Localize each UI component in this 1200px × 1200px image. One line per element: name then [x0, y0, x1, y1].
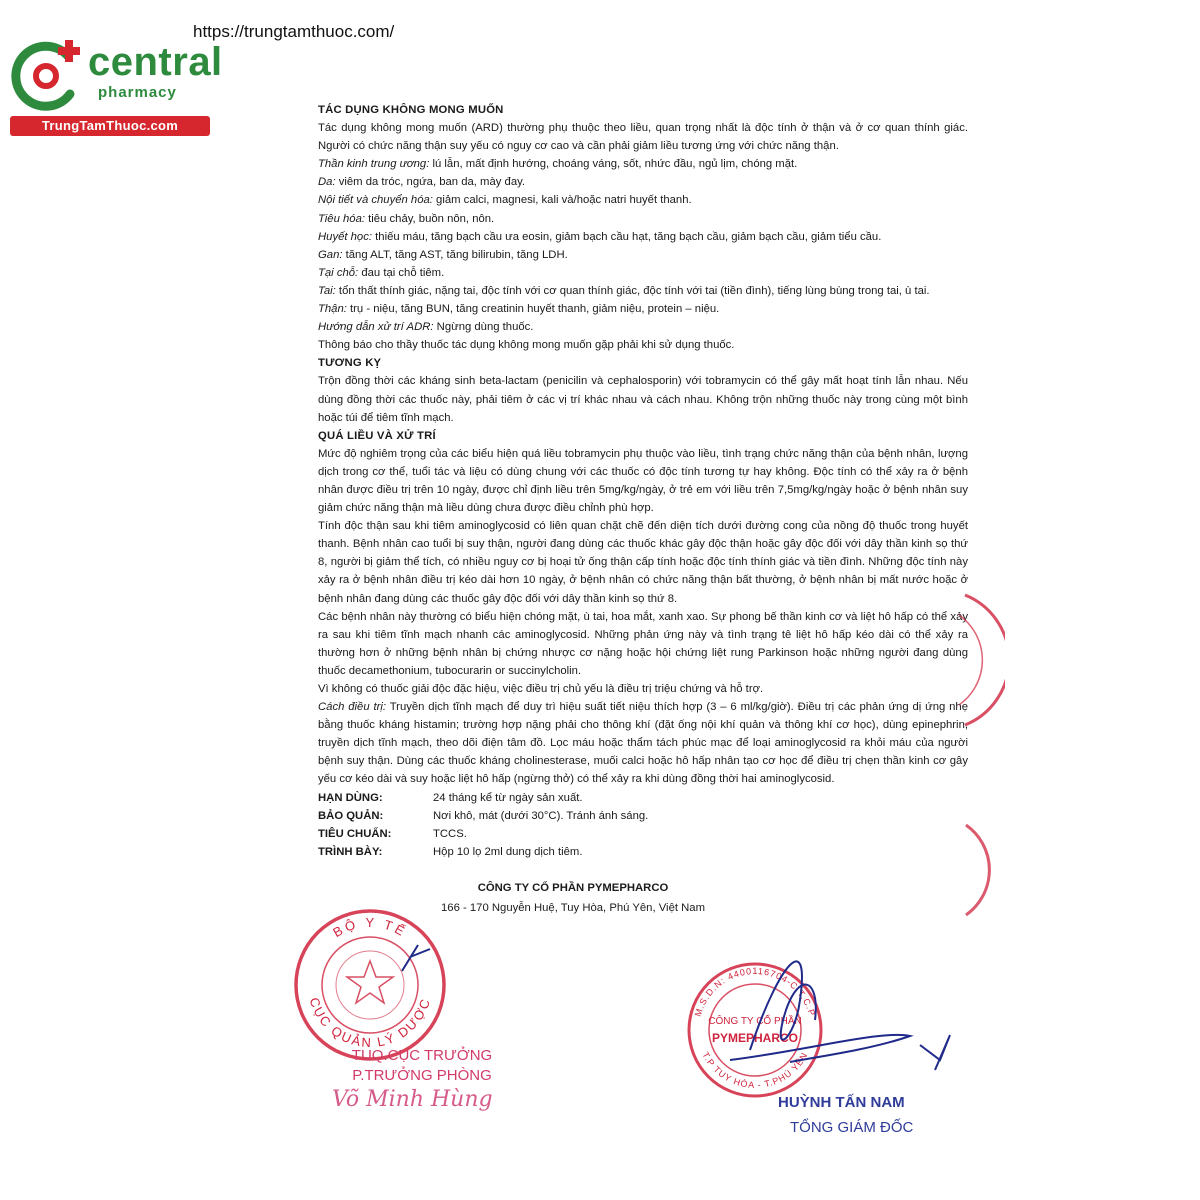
overdose-paragraph: Các bệnh nhân này thường có biểu hiện chóng mặt, ù tai, hoa mắt, xanh xao. Sự phong bế thần kinh cơ và liệt hô hấp có thể xảy ra sau khi tiêm tĩnh mạch nhanh các aminoglycosid. Những phản ứng này và tình trạng tê liệt hô hấp kéo dài có thể xảy ra thường hơn ở những bệnh nhân bị chứng nhược cơ nặng hoặc hội chứng liệt rung Parkinson hoặc những người đang dùng thuốc decamethonium, tubocurarin or succinylcholin. — [318, 610, 968, 677]
ade-text: trụ - niệu, tăng BUN, tăng creatinin huyết thanh, giảm niệu, protein – niệu. — [346, 303, 720, 316]
left-signatory-title — [332, 1046, 512, 1086]
ade-label: Thần kinh trung ương: — [318, 158, 430, 171]
ade-text: lú lẫn, mất định hướng, choáng váng, sốt, nhức đầu, ngủ lịm, chóng mặt. — [429, 158, 798, 171]
ade-label: Tiêu hóa: — [318, 212, 366, 225]
logo-site-bar[interactable]: TrungTamThuoc.com — [10, 116, 210, 136]
ministry-stamp-top: BỘ Y TẾ — [330, 914, 410, 941]
edge-stamp-bottom-icon — [958, 820, 998, 920]
left-title-line2: P.TRƯỞNG PHÒNG — [352, 1067, 492, 1084]
meta-row — [318, 807, 968, 825]
meta-value: Hộp 10 lọ 2ml dung dịch tiêm. — [433, 845, 583, 858]
overdose-paragraph: Tính độc thận sau khi tiêm aminoglycosid có liên quan chặt chẽ đến diện tích dưới đường cong của nồng độ thuốc trong huyết thanh. Bệnh nhân cao tuổi bị suy thận, người đang dùng các thuốc khác gây độc thận hoặc gây độc đối với dây thần kinh sọ thứ 8, người bị giảm thể tích, có nhiều nguy cơ bị hoại tử ống thận cấp tính hoặc độc tính thính giác và tiền đình. Những độc tính này xảy ra ở bệnh nhân điều trị kéo dài hơn 10 ngày, ở bệnh nhân có chức năng thận bất thường, ở bệnh nhân bị mất nước hoặc ở bệnh nhân đang dùng các thuốc gây độc đối với dây thần kinh sọ thứ 8. — [318, 520, 968, 605]
ade-text: thiếu máu, tăng bạch cầu ưa eosin, giảm bạch cầu hạt, tăng bạch cầu, giảm bạch cầu, giảm tiểu cầu. — [372, 230, 882, 243]
meta-row — [318, 789, 968, 807]
treatment-text: Truyền dịch tĩnh mạch để duy trì hiệu suất tiết niệu thích hợp (3 – 6 ml/kg/giờ). Điều trị các phản ứng dị ứng nhẹ bằng thuốc kháng histamin; trường hợp nặng phải cho thông khí (đặt ống nội khí quản và thông khí cơ học), dùng epinephrin, truyền dịch tĩnh mạch, theo dõi điện tâm đồ. Lọc máu hoặc thẩm tách phúc mạc để loại aminoglycosid ra khỏi máu của người bệnh suy thận. Dùng các thuốc kháng cholinesterase, muối calci hoặc hô hấp nhân tạo cơ học để điều trị chẹn thần kinh cơ gây yếu cơ kéo dài và suy hoặc liệt hô hấp (ngừng thở) có thể xảy ra khi dùng đồng thời hai aminoglycosid. — [318, 701, 968, 786]
company-stamp-bottom: T.P TUY HÒA - T.PHÚ YÊN — [700, 1050, 810, 1091]
ade-text: viêm da tróc, ngứa, ban da, mày đay. — [335, 176, 526, 189]
ade-notice: Thông báo cho thầy thuốc tác dụng không mong muốn gặp phải khi sử dụng thuốc. — [318, 339, 735, 352]
ade-item — [318, 210, 968, 228]
ade-list — [318, 155, 968, 336]
meta-key: HẠN DÙNG: — [318, 791, 383, 804]
ade-text: tăng ALT, tăng AST, tăng bilirubin, tăng LDH. — [342, 248, 568, 261]
ade-label: Huyết học: — [318, 230, 373, 243]
meta-row — [318, 825, 968, 843]
ade-label: Nội tiết và chuyển hóa: — [318, 194, 433, 207]
meta-key: TIÊU CHUẨN: — [318, 827, 392, 840]
right-signatory-name: HUỲNH TẤN NAM — [778, 1094, 905, 1111]
company-stamp-center1: CÔNG TY CỔ PHẦN — [708, 1016, 802, 1027]
product-meta — [318, 789, 968, 861]
meta-value: TCCS. — [433, 827, 467, 840]
pharmacy-c-icon — [10, 38, 90, 116]
source-url[interactable]: https://trungtamthuoc.com/ — [193, 22, 395, 41]
treatment-label: Cách điều trị: — [318, 701, 387, 714]
overdose-paragraph: Vì không có thuốc giải độc đặc hiệu, việc điều trị chủ yếu là điều trị triệu chứng và hỗ trợ. — [318, 683, 764, 695]
right-signature-scribble-icon — [690, 940, 990, 1090]
overdose-treatment — [318, 698, 968, 788]
ade-label: Tai: — [318, 284, 336, 297]
ade-item — [318, 318, 968, 336]
heading-adverse-effects: TÁC DỤNG KHÔNG MONG MUỐN — [318, 104, 504, 116]
ade-item — [318, 228, 968, 246]
meta-row — [318, 843, 968, 861]
ade-item — [318, 173, 968, 191]
company-address: 166 - 170 Nguyễn Huệ, Tuy Hòa, Phú Yên, Việt Nam — [441, 902, 705, 914]
ade-item — [318, 191, 968, 209]
ade-label: Thận: — [318, 303, 347, 316]
company-name: CÔNG TY CỔ PHẦN PYMEPHARCO — [477, 882, 669, 894]
company-stamp-center2: PYMEPHARCO — [711, 1031, 799, 1045]
ade-text: tổn thất thính giác, nặng tai, độc tính với cơ quan thính giác, độc tính với tai (tiền đình), tiếng lùng bùng trong tai, ù tai. — [335, 284, 930, 297]
ade-item — [318, 246, 968, 264]
ministry-stamp — [290, 905, 450, 1065]
left-signature: Võ Minh Hùng — [332, 1087, 493, 1112]
ade-item — [318, 300, 968, 318]
right-signatory-title: TỔNG GIÁM ĐỐC — [790, 1119, 914, 1136]
meta-value: Nơi khô, mát (dưới 30°C). Tránh ánh sáng. — [433, 809, 649, 822]
heading-incompatibility: TƯƠNG KỴ — [318, 357, 382, 370]
company-stamp-ring: M.S.D.N: 4400116704-C.T.C.P — [692, 965, 818, 1018]
ade-item — [318, 282, 968, 300]
ade-text: giảm calci, magnesi, kali và/hoặc natri huyết thanh. — [432, 194, 692, 207]
logo-subtitle: pharmacy — [98, 84, 177, 101]
logo-word: central — [88, 40, 223, 84]
overdose-paragraph: Mức độ nghiêm trọng của các biểu hiện quá liều tobramycin phụ thuộc vào liều, tình trạng chức năng thận của bệnh nhân, lượng dịch trong cơ thể, tuổi tác và liệu có dùng chung với các thuốc có độc tính tương tự hay không. Độc tính có thể xảy ra ở bệnh nhân được điều trị trên 10 ngày, được chỉ định liều trên 5mg/kg/ngày, ở trẻ em với liều trên 7,5mg/kg/ngày hoặc ở bệnh nhân suy giảm chức năng thận mà liều dùng chưa được điều chỉnh phù hợp. — [318, 447, 968, 515]
meta-key: TRÌNH BÀY: — [318, 845, 383, 858]
ade-text: tiêu chảy, buồn nôn, nôn. — [365, 212, 495, 225]
ade-label: Hướng dẫn xử trí ADR: — [318, 321, 434, 334]
ade-intro: Tác dụng không mong muốn (ARD) thường phụ thuộc theo liều, quan trọng nhất là độc tính ở thận và ở cơ quan thính giác. Người có chức năng thận suy yếu có nguy cơ cao và cần phải giảm liều tương ứng với chức năng thận. — [318, 122, 968, 153]
central-pharmacy-logo — [10, 38, 223, 138]
ministry-stamp-bottom: CỤC QUẢN LÝ DƯỢC — [306, 995, 434, 1051]
left-title-line1: TUQ.CỤC TRƯỞNG — [351, 1047, 493, 1064]
heading-overdose: QUÁ LIỀU VÀ XỬ TRÍ — [318, 429, 436, 442]
meta-key: BẢO QUẢN: — [318, 809, 384, 822]
ade-label: Gan: — [318, 248, 343, 261]
ade-text: đau tại chỗ tiêm. — [358, 266, 445, 279]
document-body — [318, 101, 968, 861]
incompat-text: Trộn đồng thời các kháng sinh beta-lactam (penicilin và cephalosporin) với tobramycin có thể gây mất hoạt tính lẫn nhau. Nếu dùng đồng thời các thuốc này, phải tiêm ở các vị trí khác nhau và cách nhau. Không trộn những thuốc này trong cùng một bình hoặc túi để tiêm tĩnh mạch. — [318, 375, 968, 424]
meta-value: 24 tháng kể từ ngày sản xuất. — [433, 791, 583, 804]
ade-label: Da: — [318, 176, 336, 189]
ade-label: Tại chỗ: — [318, 266, 359, 279]
edge-stamp-top-icon — [955, 590, 1005, 730]
ade-item — [318, 264, 968, 282]
ade-item — [318, 155, 968, 173]
ade-text: Ngừng dùng thuốc. — [433, 321, 534, 334]
